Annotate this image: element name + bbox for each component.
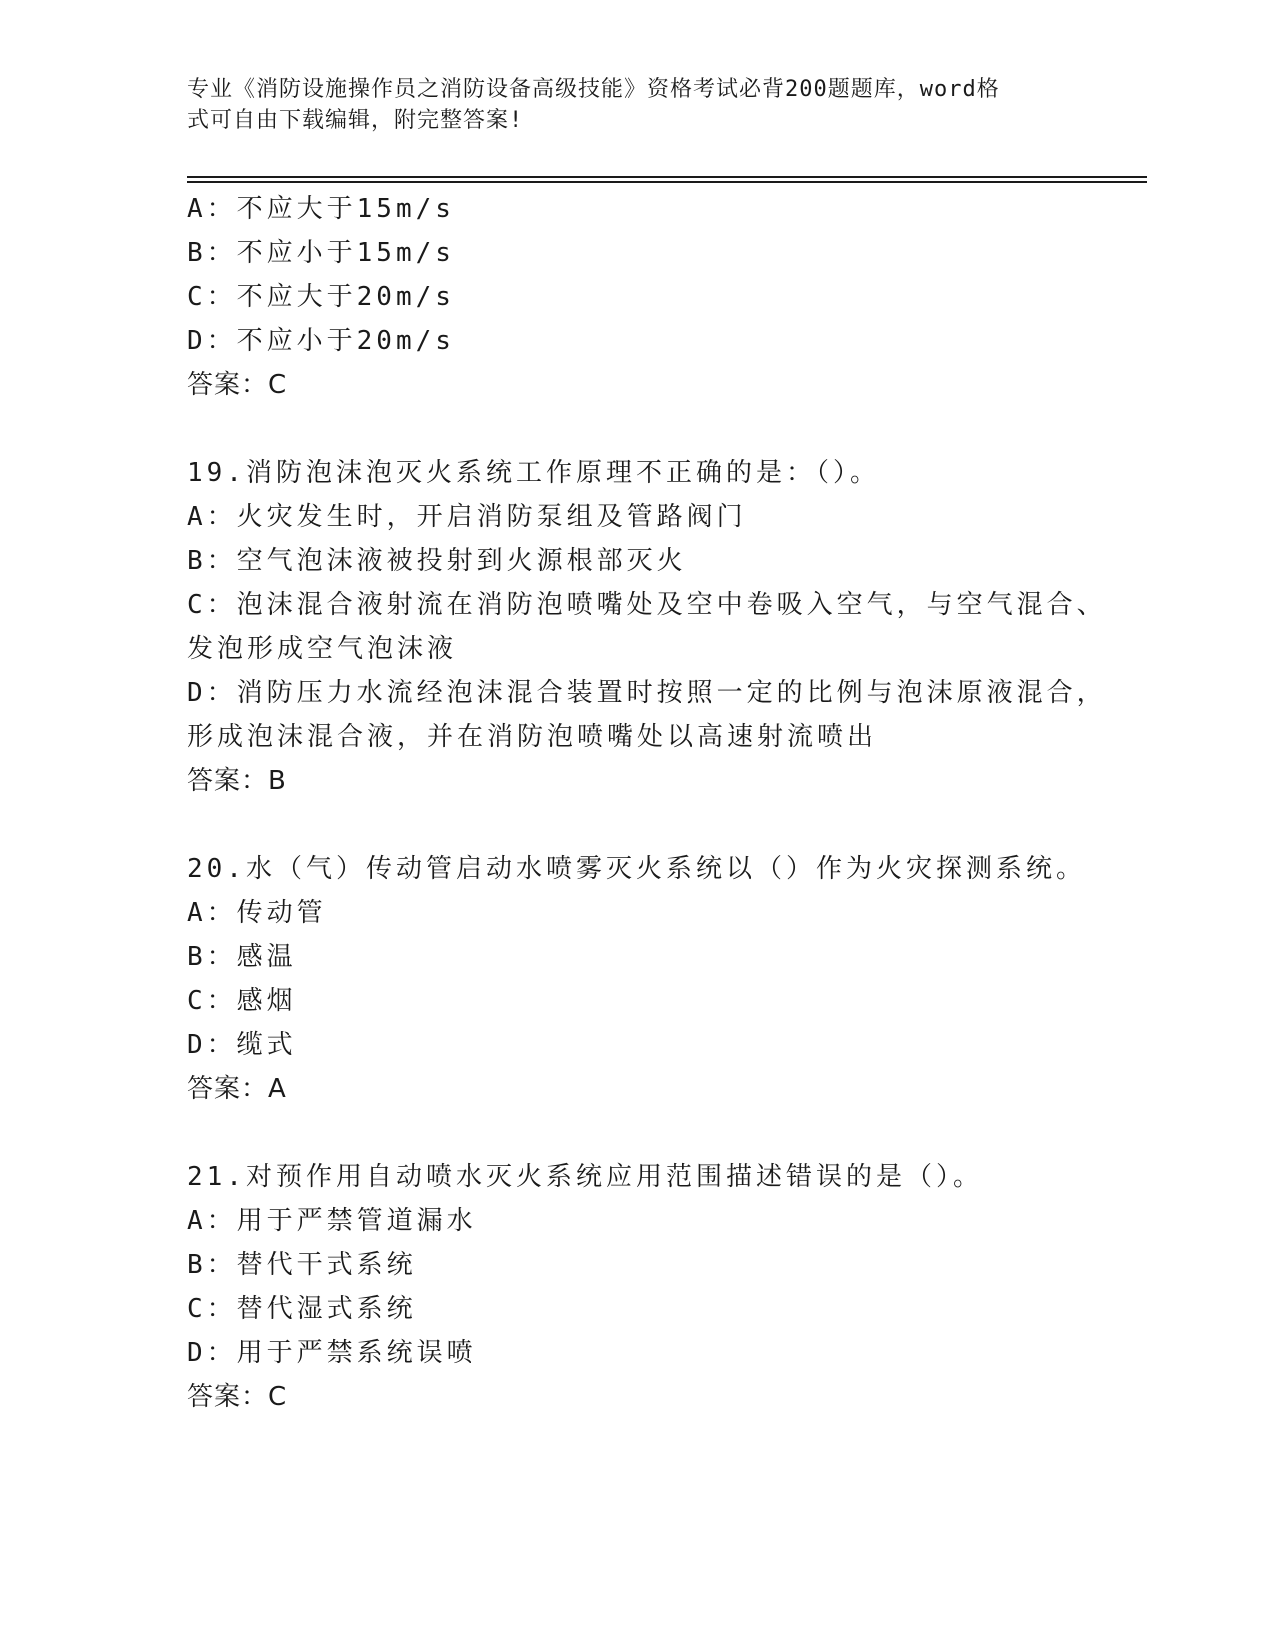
q21-option-b: B：替代干式系统: [187, 1250, 417, 1280]
header-divider-bottom: [187, 181, 1147, 183]
header-divider-top: [187, 176, 1147, 178]
q20-option-b: B：感温: [187, 942, 297, 972]
header-line-1: 专业《消防设施操作员之消防设备高级技能》资格考试必背200题题库，word格: [187, 77, 1000, 102]
header-line-2: 式可自由下载编辑，附完整答案!: [187, 108, 524, 133]
q19-option-d-line2: 形成泡沫混合液，并在消防泡喷嘴处以高速射流喷出: [187, 722, 878, 752]
q19-option-d-line1: D：消防压力水流经泡沫混合装置时按照一定的比例与泡沫原液混合，: [187, 678, 1107, 708]
q20-stem: 20.水（气）传动管启动水喷雾灭火系统以（）作为火灾探测系统。: [187, 854, 1086, 884]
q18-option-c: C：不应大于20m/s: [187, 282, 455, 312]
q18-option-d: D：不应小于20m/s: [187, 326, 455, 356]
q21-stem: 21.对预作用自动喷水灭火系统应用范围描述错误的是（）。: [187, 1162, 983, 1192]
q18-option-b: B：不应小于15m/s: [187, 238, 455, 268]
q20-option-d: D：缆式: [187, 1030, 297, 1060]
q21-answer: 答案：C: [187, 1382, 288, 1412]
q21-option-d: D：用于严禁系统误喷: [187, 1338, 477, 1368]
q19-option-c-line2: 发泡形成空气泡沫液: [187, 634, 458, 664]
q20-answer: 答案：A: [187, 1074, 287, 1104]
q21-option-c: C：替代湿式系统: [187, 1294, 417, 1324]
q21-option-a: A：用于严禁管道漏水: [187, 1206, 477, 1236]
q18-answer: 答案：C: [187, 370, 288, 400]
q19-option-c-line1: C：泡沫混合液射流在消防泡喷嘴处及空中卷吸入空气，与空气混合、: [187, 590, 1107, 620]
q19-answer: 答案：B: [187, 766, 287, 796]
q19-option-a: A：火灾发生时，开启消防泵组及管路阀门: [187, 502, 747, 532]
q19-stem: 19.消防泡沫泡灭火系统工作原理不正确的是：（）。: [187, 458, 880, 488]
q19-option-b: B：空气泡沫液被投射到火源根部灭火: [187, 546, 687, 576]
q18-option-a: A：不应大于15m/s: [187, 194, 455, 224]
q20-option-a: A：传动管: [187, 898, 327, 928]
document-header: [187, 74, 1087, 136]
q20-option-c: C：感烟: [187, 986, 297, 1016]
